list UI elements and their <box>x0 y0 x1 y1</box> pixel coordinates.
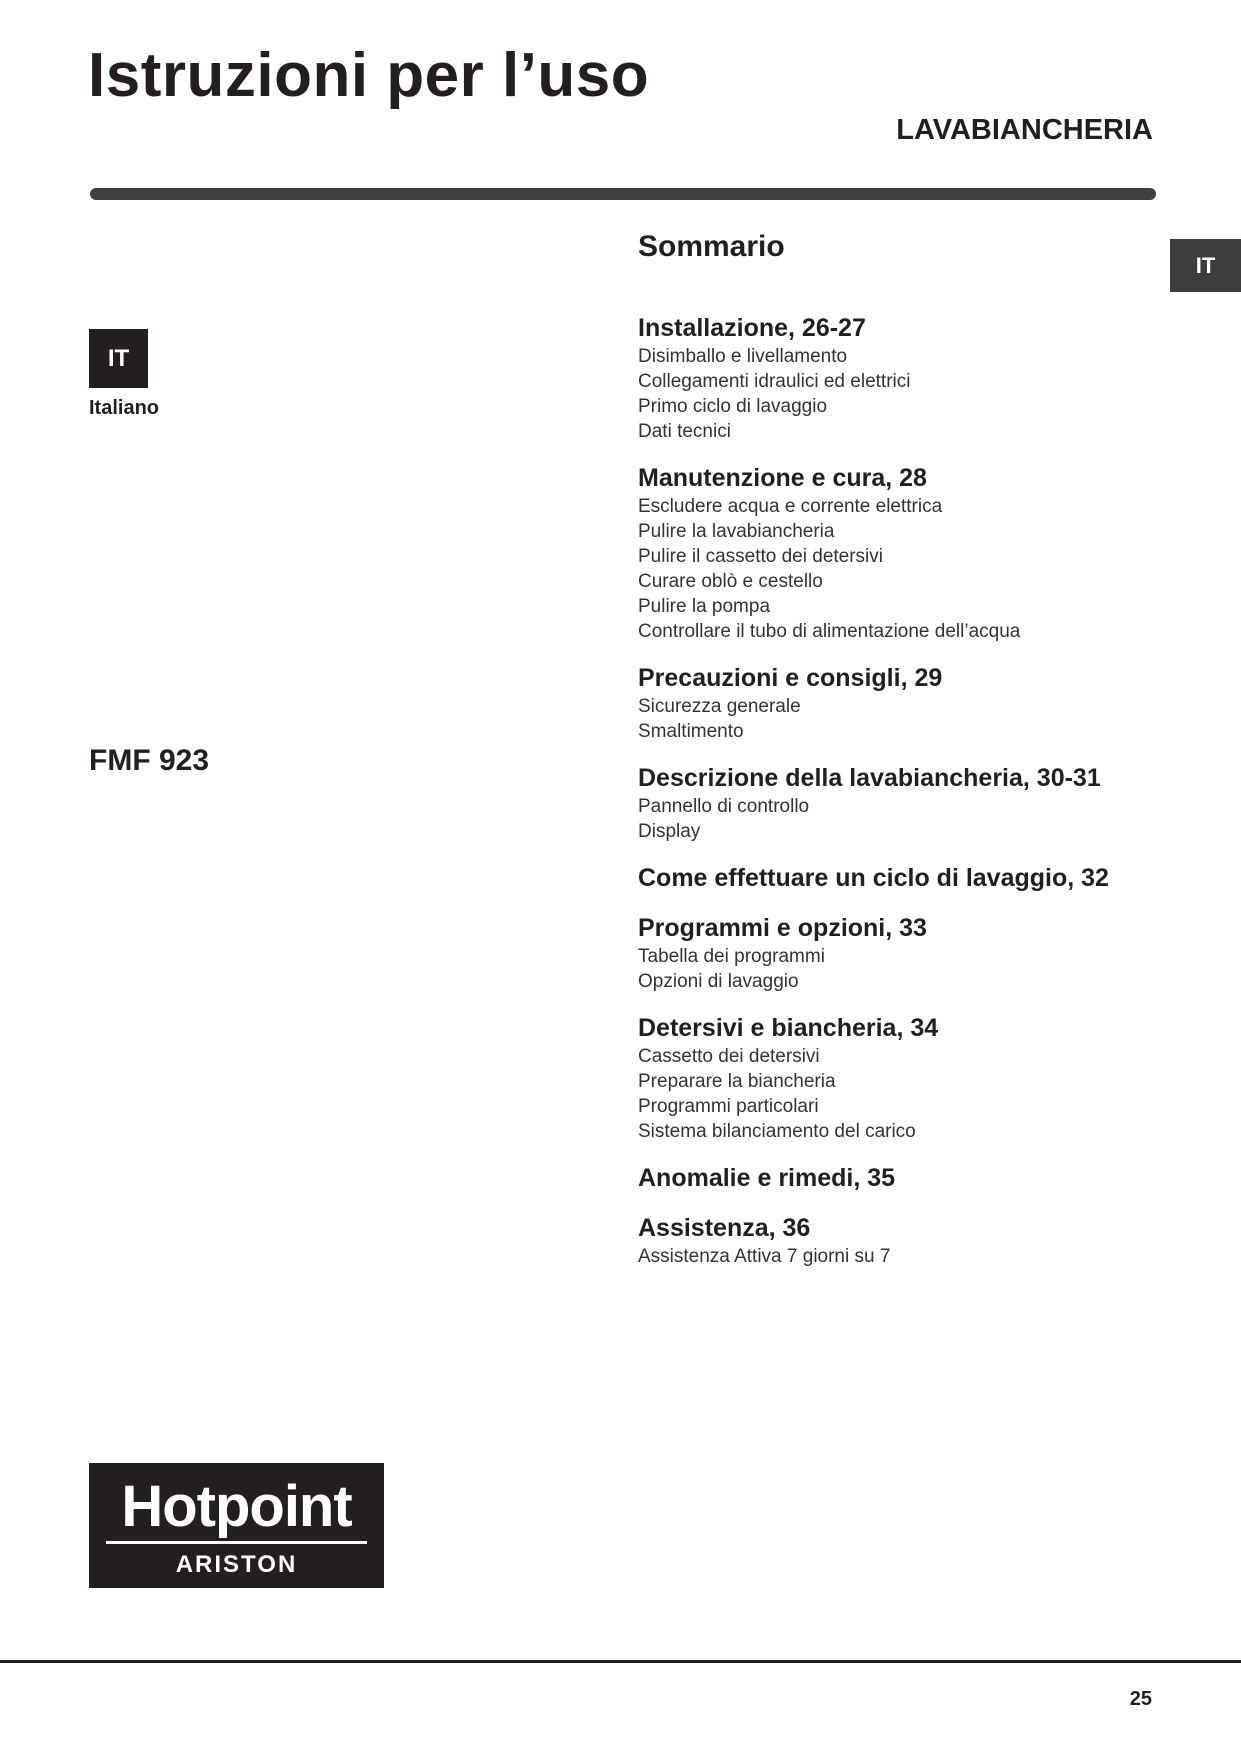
toc-section-title: Anomalie e rimedi, 35 <box>638 1164 896 1192</box>
toc-item: Collegamenti idraulici ed elettrici <box>638 371 911 392</box>
toc-item: Pulire il cassetto dei detersivi <box>638 546 883 567</box>
header-divider <box>90 188 1156 200</box>
page-number: 25 <box>1129 1688 1152 1710</box>
toc-item: Controllare il tubo di alimentazione dell’acqua <box>638 621 1021 642</box>
toc-heading: Sommario <box>638 230 785 263</box>
toc-section <box>638 312 1158 444</box>
toc-item: Pannello di controllo <box>638 796 810 817</box>
document-title: Istruzioni per l’uso <box>88 41 650 110</box>
toc-section-title: Assistenza, 36 <box>638 1214 811 1242</box>
toc-item: Sistema bilanciamento del carico <box>638 1121 916 1142</box>
toc-section-title: Detersivi e biancheria, 34 <box>638 1014 939 1042</box>
toc-item: Escludere acqua e corrente elettrica <box>638 496 943 517</box>
logo-divider <box>106 1541 367 1544</box>
toc-section-title: Manutenzione e cura, 28 <box>638 464 927 492</box>
toc-section-title: Precauzioni e consigli, 29 <box>638 664 943 692</box>
toc-section-title: Come effettuare un ciclo di lavaggio, 32 <box>638 864 1109 892</box>
toc-item: Sicurezza generale <box>638 696 801 717</box>
toc-item: Primo ciclo di lavaggio <box>638 396 828 417</box>
toc-section <box>638 762 1158 844</box>
toc-section-title: Installazione, 26-27 <box>638 314 866 342</box>
toc-item: Curare oblò e cestello <box>638 571 823 592</box>
toc-section <box>638 1162 1158 1194</box>
language-side-tab: IT <box>1170 239 1241 292</box>
toc-item: Cassetto dei detersivi <box>638 1046 820 1067</box>
toc-item: Pulire la lavabiancheria <box>638 521 835 542</box>
language-code-badge: IT <box>89 329 148 388</box>
language-name: Italiano <box>89 397 160 419</box>
toc-item: Dati tecnici <box>638 421 731 442</box>
toc-section <box>638 462 1158 644</box>
product-type: LAVABIANCHERIA <box>896 114 1153 146</box>
toc-item: Opzioni di lavaggio <box>638 971 799 992</box>
brand-logo <box>89 1463 384 1588</box>
toc-section-title: Programmi e opzioni, 33 <box>638 914 927 942</box>
toc-item: Display <box>638 821 701 842</box>
toc-section <box>638 1212 1158 1269</box>
toc-item: Pulire la pompa <box>638 596 771 617</box>
toc-item: Programmi particolari <box>638 1096 819 1117</box>
toc-section <box>638 862 1158 894</box>
toc-item: Assistenza Attiva 7 giorni su 7 <box>638 1246 891 1267</box>
toc-item: Disimballo e livellamento <box>638 346 848 367</box>
footer-divider <box>0 1660 1241 1663</box>
toc-item: Preparare la biancheria <box>638 1071 836 1092</box>
table-of-contents <box>638 312 1158 1287</box>
model-number: FMF 923 <box>89 744 210 777</box>
toc-section <box>638 662 1158 744</box>
toc-section <box>638 912 1158 994</box>
toc-item: Tabella dei programmi <box>638 946 825 967</box>
toc-section-title: Descrizione della lavabiancheria, 30-31 <box>638 764 1101 792</box>
toc-section <box>638 1012 1158 1144</box>
toc-item: Smaltimento <box>638 721 744 742</box>
logo-wordmark: Hotpoint <box>121 1474 352 1539</box>
logo-subbrand: ARISTON <box>175 1551 298 1578</box>
